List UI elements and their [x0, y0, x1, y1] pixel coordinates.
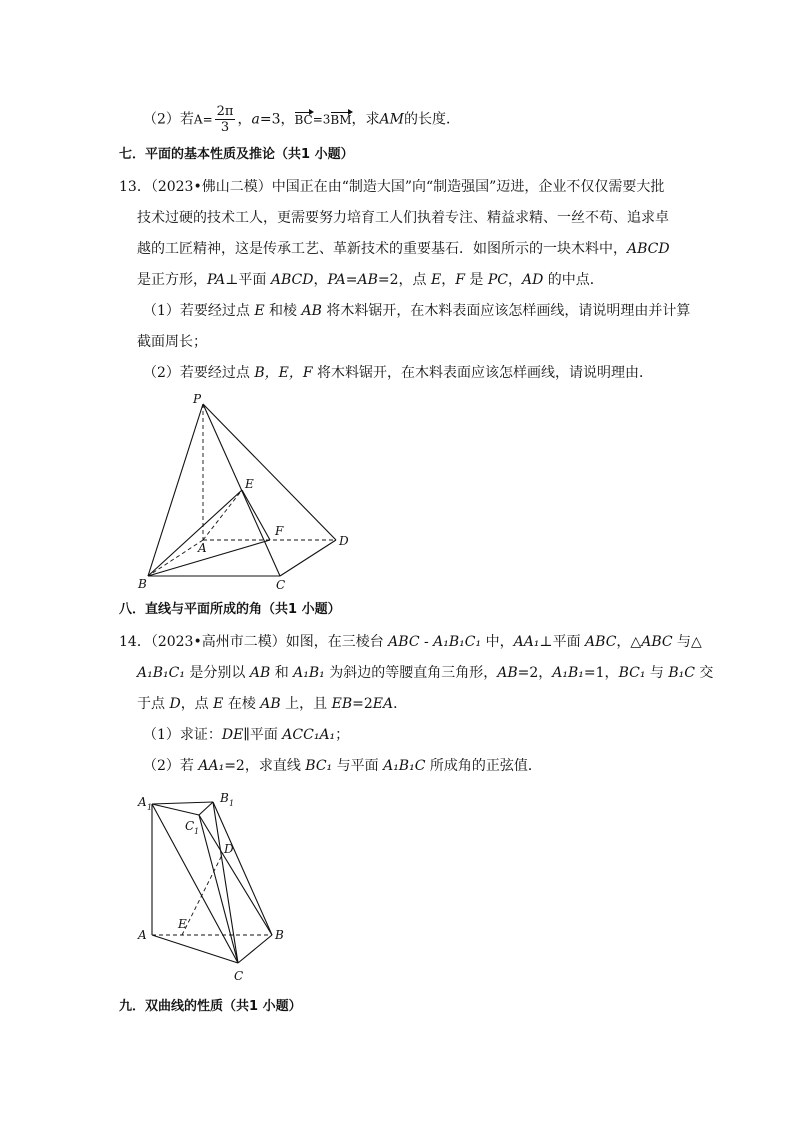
- q13-part2: （2）若要经过点 B，E，F 将木料锯开，在木料表面应该怎样画线，请说明理由．: [143, 365, 654, 381]
- vector-bm: BM: [330, 110, 351, 130]
- q14-part1: （1）求证：DE∥平面 ACC₁A₁；: [143, 727, 350, 743]
- section-7-title: 七．平面的基本性质及推论（共1 小题）: [119, 147, 354, 162]
- label-E: E: [178, 917, 187, 931]
- q13-line3: 越的工匠精神，这是传承工艺、革新技术的重要基石．如图所示的一块木料中，ABCD: [137, 241, 670, 257]
- frustum-figure: [130, 785, 300, 985]
- label-A: A: [198, 541, 207, 555]
- section-8-title: 八．直线与平面所成的角（共1 小题）: [119, 602, 341, 617]
- label-F: F: [275, 524, 284, 538]
- q13-line1: 13．（2023•佛山二模）中国正在由“制造大国”向“制造强国”迈进，企业不仅仅需要大批: [119, 179, 665, 195]
- label-A1: A: [138, 795, 147, 809]
- label-B1-subscript: 1: [229, 799, 235, 808]
- q13-part1: （1）若要经过点 E 和棱 AB 将木料锯开，在木料表面应该怎样画线，请说明理由并计算: [143, 303, 691, 319]
- q14-line3: 于点 D，点 E 在棱 AB 上，且 EB=2EA．: [137, 696, 408, 712]
- label-B: B: [275, 928, 284, 942]
- label-C: C: [276, 578, 286, 590]
- label-P: P: [193, 392, 202, 406]
- section-9-title: 九．双曲线的性质（共1 小题）: [119, 999, 302, 1014]
- q14-line2: A₁B₁C₁ 是分别以 AB 和 A₁B₁ 为斜边的等腰直角三角形，AB=2，A₁B₁=1，BC₁ 与 B₁C 交: [137, 665, 714, 681]
- fraction-2pi-over-3: $\frac{2\pi}{3}$: [216, 104, 234, 135]
- label-B1: B: [220, 791, 229, 805]
- label-C: C: [234, 969, 244, 983]
- label-D: D: [339, 534, 349, 548]
- label-C1: C: [185, 819, 195, 833]
- vector-bc: BC: [294, 110, 312, 130]
- q13-line2: 技术过硬的技术工人，更需要努力培育工人们执着专注、精益求精、一丝不苟、追求卓: [137, 210, 669, 226]
- q13-line4: 是正方形，PA⊥平面 ABCD，PA=AB=2，点 E，F 是 PC，AD 的中点．: [137, 272, 604, 288]
- pyramid-figure: [130, 390, 370, 590]
- label-B: B: [138, 577, 147, 590]
- q14-line1: 14．（2023•高州市二模）如图，在三棱台 ABC - A₁B₁C₁ 中，AA₁⊥平面 ABC，△ABC 与△: [119, 634, 702, 650]
- label-D: D: [224, 842, 234, 856]
- label-C1-subscript: 1: [194, 827, 200, 836]
- label-A: A: [138, 928, 147, 942]
- q12-part2: （2）若A= $\frac{2\pi}{3}$ ，a=3，BC=3BM，求AM的长度．: [143, 104, 460, 135]
- q14-part2: （2）若 AA₁=2，求直线 BC₁ 与平面 A₁B₁C 所成角的正弦值．: [143, 758, 542, 774]
- label-A1-subscript: 1: [147, 803, 153, 812]
- q13-part1-line2: 截面周长；: [137, 334, 207, 350]
- label-E: E: [245, 477, 254, 491]
